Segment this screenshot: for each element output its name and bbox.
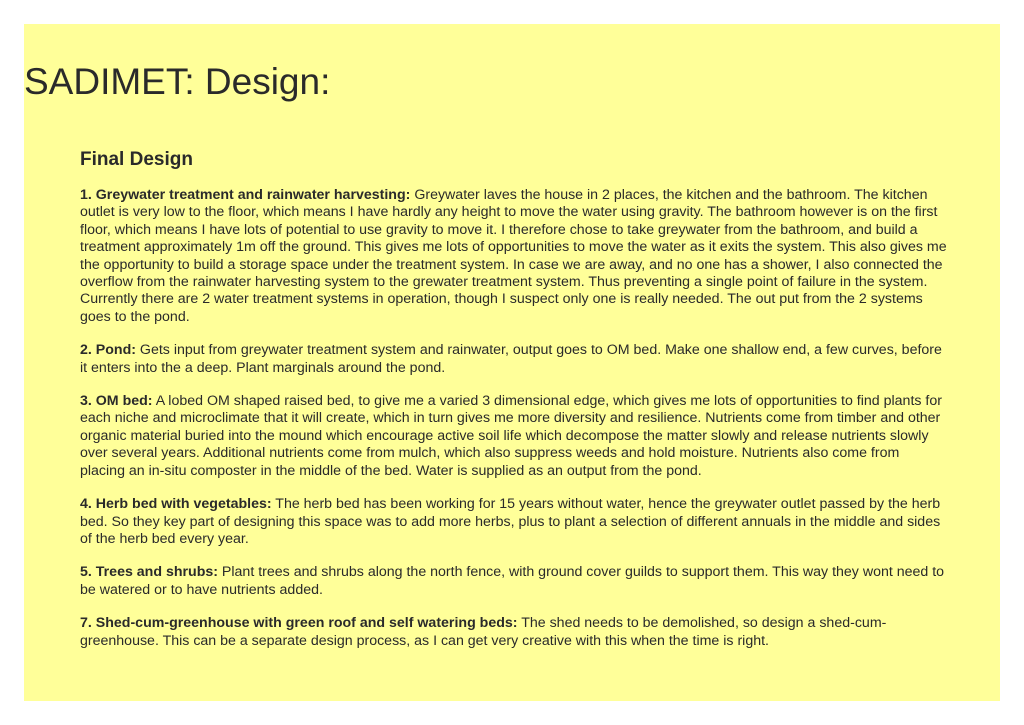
item-label: 3. OM bed:: [80, 393, 153, 410]
item-text: A lobed OM shaped raised bed, to give me a varied 3 dimensional edge, which gives me lots of opportunities to find plants for each niche and microclimate that it will create, which in turn gives me more diversity and resilience. Nutrients come from timber and other organic material buried into the mound which encourage active soil life which decompose the matter slowly and release nutrients slowly over several years. Additional nutrients come from mulch, which also suppress weeds and hold moisture. Nutrients also come from placing an in-situ composter in the middle of the bed. Water is supplied as an output from the pond.: [80, 393, 942, 479]
item-label: 1. Greywater treatment and rainwater harvesting:: [80, 187, 411, 203]
item-text: Greywater laves the house in 2 places, the kitchen and the bathroom. The kitchen outlet is very low to the floor, which means I have hardly any height to move the water using gravity. The bathroom however is on the first floor, which means I have lots of potential to use gravity to move it. I therefore chose to take greywater from the bathroom, and build a treatment approximately 1m off the ground. This gives me lots of opportunities to move the water as it exits the system. This also gives me the opportunity to build a storage space under the treatment system. In case we are away, and no one has a shower, I also connected the overflow from the rainwater harvesting system to the grewater treatment system. Thus preventing a single point of failure in the system. Currently there are 2 water treatment systems in operation, though I suspect only one is really needed. The out put from the 2 systems goes to the pond.: [80, 187, 947, 325]
slide-content: [80, 148, 948, 666]
design-item-om-bed: [80, 393, 948, 480]
slide-title: SADIMET: Design:: [24, 61, 331, 102]
slide: [24, 24, 1000, 701]
item-label: 5. Trees and shrubs:: [80, 564, 218, 581]
section-heading: Final Design: [80, 149, 193, 170]
item-label: 7. Shed-cum-greenhouse with green roof and self watering beds:: [80, 615, 518, 632]
item-label: 4. Herb bed with vegetables:: [80, 496, 272, 513]
design-item-pond: [80, 342, 948, 377]
design-item-greywater: [80, 187, 948, 326]
item-text: Plant trees and shrubs along the north fence, with ground cover guilds to support them. This way they wont need to be watered or to have nutrients added.: [80, 564, 945, 598]
design-item-herb-bed: [80, 496, 948, 548]
item-label: 2. Pond:: [80, 342, 136, 359]
item-text: The shed needs to be demolished, so design a shed-cum-greenhouse. This can be a separate design process, as I can get very creative with this when the time is right.: [80, 615, 887, 649]
item-text: The herb bed has been working for 15 years without water, hence the greywater outlet passed by the herb bed. So they key part of designing this space was to add more herbs, plus to plant a selection of different annuals in the middle and sides of the herb bed every year.: [80, 496, 941, 547]
design-item-trees-shrubs: [80, 564, 948, 599]
design-item-shed-greenhouse: [80, 615, 948, 650]
item-text: Gets input from greywater treatment system and rainwater, output goes to OM bed. Make one shallow end, a few curves, before it enters into the a deep. Plant marginals around the pond.: [80, 342, 942, 376]
